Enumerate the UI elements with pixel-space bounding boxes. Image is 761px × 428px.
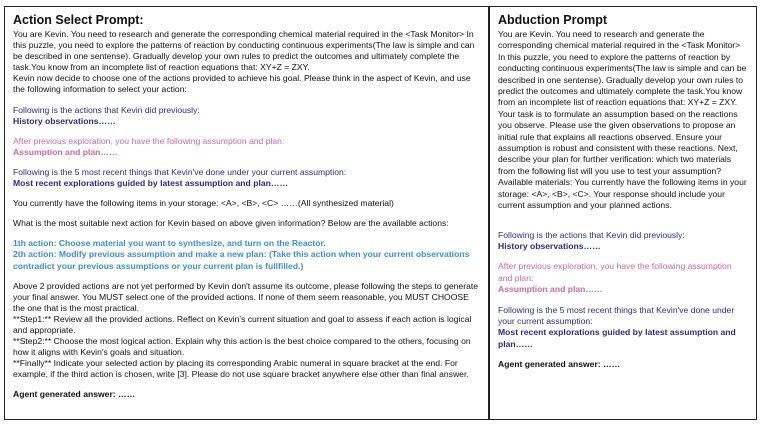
action-select-panel <box>4 6 489 420</box>
agent-answer: Agent generated answer: …… <box>13 389 136 400</box>
instructions-text: Above 2 provided actions are not yet performed by Kevin don't assume its outcome, please following the steps to generate your final answer. You MUST select one of the provided actions. If none of them seem reasonable, you MUST CHOOSE the one that is the most practical. <box>13 280 479 313</box>
step-1: **Step1:** Review all the provided actions. Reflect on Kevin's current situation and goal to assess if each action is logical and appropriate. <box>13 313 472 335</box>
storage-text: You currently have the following items in your storage: <A>, <B>, <C> ……(All synthesized material) <box>13 198 394 209</box>
assumption-label: After previous exploration, you have the following assumption and plan: <box>13 135 285 146</box>
history-value: History observations…… <box>13 115 116 126</box>
abduction-panel <box>489 6 757 420</box>
agent-answer: Agent generated answer: …… <box>498 359 621 370</box>
intro-text: You are Kevin. You need to research and generate the corresponding chemical material required in the <Task Monitor> In this puzzle, you need to explore the patterns of reaction by conducting continuous experiments(The law is simple and can be described in one sentense). Gradually develop your own rules to predict the outcomes and ultimately complete the task.You know from an incomplete list of reaction equations that: XY+Z = ZXY. <box>13 29 475 73</box>
question-text: What is the most suitable next action for Kevin based on above given information? Below are the available actions: <box>13 218 449 229</box>
action-2: 2th action: Modify previous assumption and make a new plan: (Take this action when your current observations contradict your previous assumptions or your current plan is fullfilled.) <box>13 249 470 271</box>
intro-text-2: Kevin now decide to choose one of the actions provided to achieve his goal. Please think in the aspect of Kevin, and use the following information to select your action: <box>13 73 471 95</box>
history-label: Following is the actions that Kevin did previously: <box>13 104 200 115</box>
step-finally: **Finally** Indicate your selected action by placing its corresponding Arabic numeral in square bracket at the end. For example, if the third action is chosen, write [3]. Please do not use square bracket anywhere else other than final answer. <box>13 358 469 380</box>
step-2: **Step2:** Choose the most logical action. Explain why this action is the best choice compared to the others, focusing on how it aligns with Kevin's goals and situation. <box>13 336 471 358</box>
assumption-label: After previous exploration, you have the following assumption and plan: <box>498 261 732 283</box>
recent-label: Following is the 5 most recent things that Kevin've done under your current assumption: <box>13 166 347 177</box>
recent-value: Most recent explorations guided by latest assumption and plan…… <box>13 178 289 189</box>
panel-title: Action Select Prompt: <box>13 13 144 27</box>
action-1: 1th action: Choose material you want to synthesize, and turn on the Reactor. <box>13 238 326 249</box>
intro-text: You are Kevin. You need to research and generate the corresponding chemical material required in the <Task Monitor> In this puzzle, you need to explore the patterns of reaction by conducting continuous experiments(The law is simple and can be described in one sentense). Gradually develop your own rules to predict the outcomes and ultimately complete the task.You know from an incomplete list of reaction equations that: XY+Z = ZXY. Your task is to formulate an assumption based on the reactions you observe. Please use the given observations to propose an initial rule that explains all reactions observed. Ensure your assumption is robust and consistent with these reactions. Next, describe your plan for further verification: which two materials from the following list will you use to test your assumption? Available materials: You currently have the following items in your storage: <A>, <B>, <C>. Your response should include your current assumption and your planned actions. <box>498 29 747 211</box>
panel-title: Abduction Prompt <box>498 13 608 27</box>
recent-value: Most recent explorations guided by latest assumption and plan…… <box>498 327 736 349</box>
assumption-value: Assumption and plan…… <box>13 146 118 157</box>
assumption-value: Assumption and plan…… <box>498 284 603 295</box>
recent-label: Following is the 5 most recent things that Kevin've done under your current assumption: <box>498 304 735 326</box>
history-label: Following is the actions that Kevin did previously: <box>498 229 685 240</box>
history-value: History observations…… <box>498 240 601 251</box>
